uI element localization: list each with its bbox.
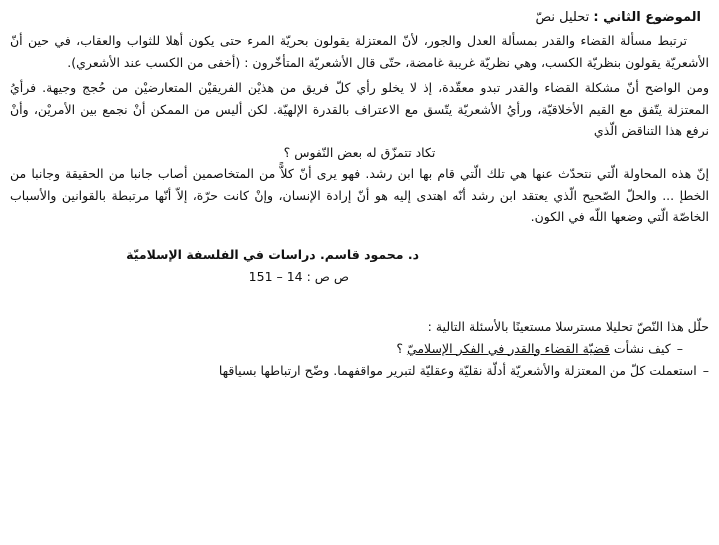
question-2-text: استعملت كلّ من المعتزلة والأشعريّة أدلّة نقليّة وعقليّة لتبرير مواقفهما. وضّح ارتباطها بسياقها [218, 362, 697, 378]
paragraph-1 [10, 30, 709, 73]
question-1-underlined: قضيّة القضاء والقدر في الفكر الإسلاميّ [406, 340, 610, 356]
question-1-suffix: ؟ [396, 340, 407, 356]
source-author: د. محمود قاسم. دراسات في الفلسفة الإسلاميّة [126, 246, 419, 262]
paragraph-3-text: إنّ هذه المحاولة الّتي نتحدّث عنها هي تلك الّتي قام بها ابن رشد. فهو يرى أنّ كلاًّ من المتخاصمين أصاب جانبا من الحقيقة وجانبا من الخطإ ... والحلّ الصّحيح الّذي يعتقد ابن رشد أنّه اهتدى إليه هو أنّ إرادة الإنسان، وإنْ كانت حرّة، إلاّ أنّها مرتبطة بالقوانين والأسباب الخاصّة الّتي وضعها اللّه في الكون. [10, 166, 709, 224]
paragraph-2-end-text: تكاد تتمزّق له بعض النّفوس ؟ [283, 144, 436, 160]
paragraph-2-end [10, 142, 709, 164]
section-title-sub: تحليل نصّ [535, 10, 590, 25]
paragraph-2-text: ومن الواضح أنّ مشكلة القضاء والقدر تبدو معقّدة، إذ لا يخلو رأي كلّ فريق من هذيْن الفريقيْن المتعارضيْن من حُجج وجيهة. فرأيُ المعتزلة يتّفق مع القيم الأخلاقيّة، ورأيُ الأشعريّة يتّسق مع الاعتراف بالقدرة الإلهيّة. لكن أليس من الممكن أنْ نجمع بين الأمريْن، وأنْ نرفع هذا التناقض الّذي [10, 80, 709, 138]
question-2 [10, 360, 709, 382]
paragraph-1-text: ترتبط مسألة القضاء والقدر بمسألة العدل والجور، لأنّ المعتزلة يقولون بحريّة المرء حتى يكون أهلا للثواب والعقاب، في حين أنّ الأشعريّة يقولون بنظريّة الكسب، وهي نظريّة غريبة غامضة، حتّى قال الأشعريّة المتأخّرون : (أخفى من الكسب عند الأشعري). [10, 33, 709, 70]
question-1 [10, 338, 709, 360]
source-pages: ص ص : 14 – 151 [248, 268, 349, 284]
question-1-dash: – [676, 340, 683, 356]
question-1-prefix: كيف نشأت [609, 340, 671, 356]
question-2-dash: – [702, 362, 709, 378]
source-citation [10, 244, 419, 288]
task-instruction: حلّل هذا النّصّ تحليلا مسترسلا مستعينًا بالأسئلة التالية : [427, 318, 709, 334]
section-title-main: الموضوع الثاني : [593, 10, 701, 25]
paragraph-3 [10, 163, 709, 228]
paragraph-2 [10, 77, 709, 142]
section-title [10, 8, 701, 28]
